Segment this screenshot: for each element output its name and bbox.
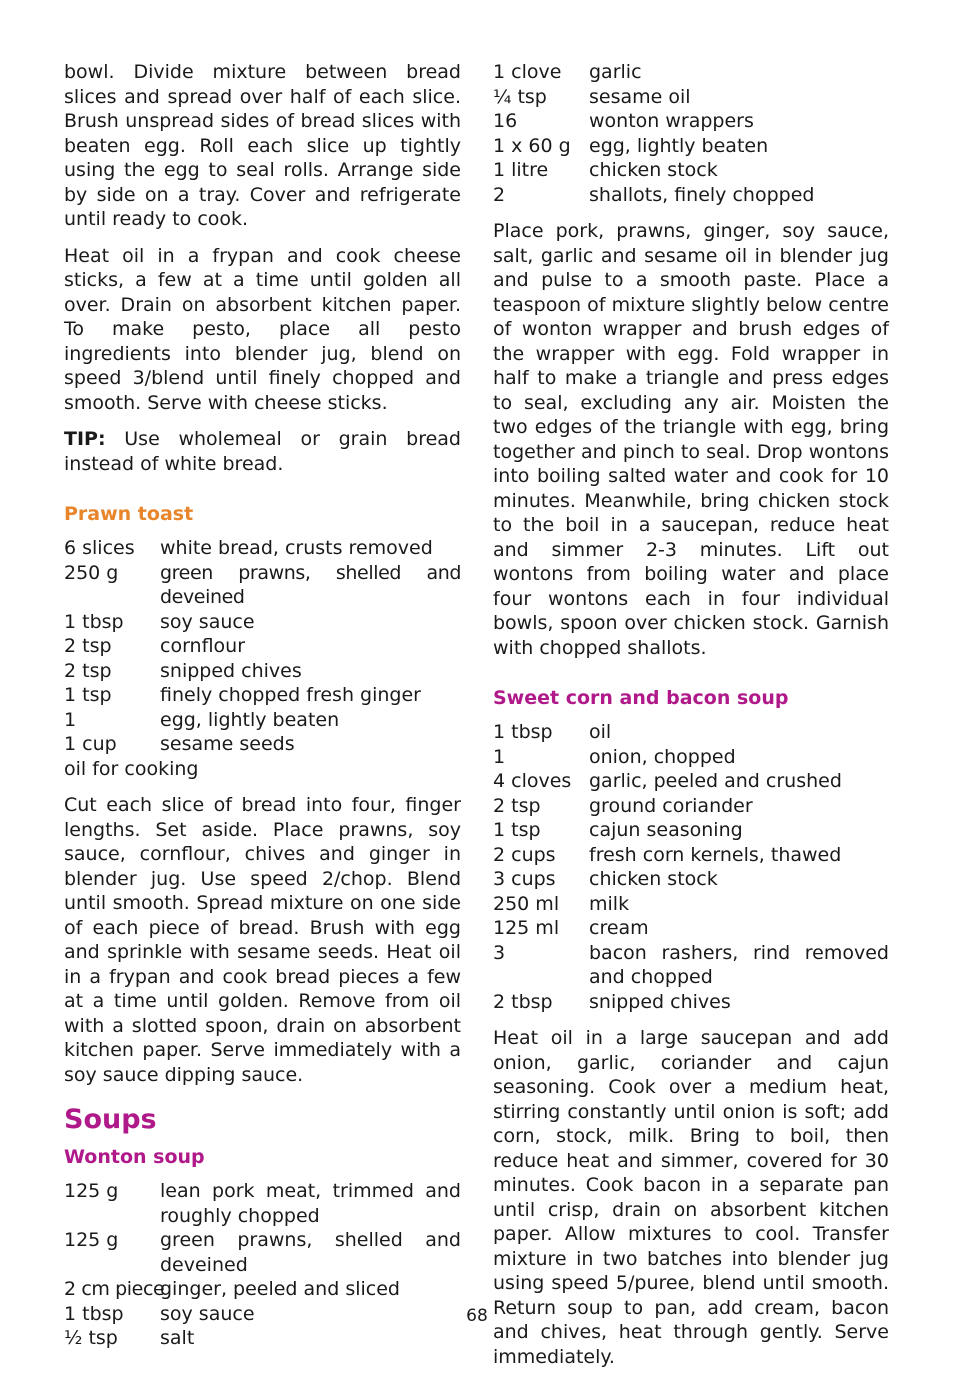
section-title-soups: Soups	[64, 1104, 157, 1135]
ingredient-qty: 1	[64, 708, 77, 731]
method-prawn-toast: Cut each slice of bread into four, finger lengths. Set aside. Place prawns, soy sauce, cornflour, chives and ginger in blender jug. Use speed 2/chop. Blend until smooth. Spread mixture on one side of each piece of bread. Brush with egg and sprinkle with sesame seeds. Heat oil in a frypan and cook bread pieces a few at a time until golden. Remove from oil with a slotted spoon, drain on absorbent kitchen paper. Serve immediately with a soy sauce dipping sauce.	[64, 794, 461, 1086]
ingredient-qty: 2 tsp	[64, 659, 112, 682]
ingredient-qty: 1 clove	[493, 61, 562, 83]
ingredient-item: wonton wrappers	[589, 110, 754, 132]
ingredient-item: soy sauce	[160, 610, 255, 633]
ingredient-qty: 1 tsp	[493, 819, 541, 841]
left-column	[64, 60, 461, 1363]
ingredient-qty: 4 cloves	[493, 770, 572, 792]
ingredient-item: ground coriander	[589, 794, 753, 817]
right-column	[493, 60, 889, 1381]
ingredient-qty: 2 tsp	[64, 635, 112, 657]
ingredient-item: oil	[589, 721, 612, 743]
ingredient-item: garlic, peeled and crushed	[589, 770, 842, 792]
ingredient-qty: ½ tsp	[64, 1327, 118, 1349]
ingredient-qty: 2 cups	[493, 843, 556, 866]
method-wonton-soup: Place pork, prawns, ginger, soy sauce, salt, garlic and sesame oil in blender jug and pulse to a smooth paste. Place a teaspoon of mixture slightly below centre of wonton wrapper and brush edges of the wrapper with egg. Fold wrapper in half to make a triangle and press edges to seal, excluding any air. Moisten the two edges of the triangle with egg, bring together and pinch to seal. Drop wontons into boiling salted water and cook for 10 minutes. Meanwhile, bring chicken stock to the boil in a saucepan, reduce heat and simmer 2-3 minutes. Lift out wontons from boiling water and place four wontons each in four individual bowls, spoon over chicken stock. Garnish with chopped shallots.	[493, 220, 889, 659]
ingredient-item: chicken stock	[589, 868, 718, 890]
ingredient-item: egg, lightly beaten	[160, 708, 340, 731]
ingredient-item: shallots, finely chopped	[589, 183, 815, 206]
ingredient-item: chicken stock	[589, 159, 718, 181]
ingredient-item: lean pork meat, trimmed and roughly chopped	[160, 1180, 461, 1227]
ingredient-item: green prawns, shelled and deveined	[160, 561, 461, 608]
ingredient-item: bacon rashers, rind removed and chopped	[589, 941, 889, 988]
ingredient-qty: 250 g	[64, 561, 119, 584]
ingredient-qty: 1 x 60 g	[493, 134, 571, 157]
ingredient-qty: 16	[493, 110, 518, 132]
ingredient-item: white bread, crusts removed	[160, 537, 433, 559]
ingredient-qty: ¼ tsp	[493, 85, 547, 108]
ingredient-list-wonton-soup-cont	[493, 60, 889, 207]
ingredient-qty: 250 ml	[493, 892, 560, 915]
page-number: 68	[466, 1306, 488, 1326]
ingredient-qty: 6 slices	[64, 537, 135, 559]
ingredient-qty: 1	[493, 745, 506, 768]
ingredient-item: garlic	[589, 61, 642, 83]
ingredient-item: green prawns, shelled and deveined	[160, 1229, 461, 1276]
ingredient-qty: 1 tbsp	[64, 1302, 124, 1325]
ingredient-qty: 1 tbsp	[493, 721, 553, 743]
ingredient-item: snipped chives	[160, 659, 302, 682]
ingredient-item: cajun seasoning	[589, 819, 743, 841]
ingredient-qty: 1 cup	[64, 733, 117, 755]
ingredient-qty: 2 cm piece	[64, 1278, 165, 1300]
ingredient-qty: 125 ml	[493, 917, 560, 939]
tip-label: TIP:	[64, 428, 106, 450]
recipe-title-prawn-toast: Prawn toast	[64, 503, 194, 525]
ingredient-qty: 125 g	[64, 1229, 119, 1251]
ingredient-list-prawn-toast	[64, 536, 461, 781]
tip-paragraph	[64, 427, 461, 476]
ingredient-qty: 125 g	[64, 1180, 119, 1202]
ingredient-qty: 1 tbsp	[64, 610, 124, 633]
ingredient-item: salt	[160, 1327, 195, 1349]
ingredient-item: sesame oil	[589, 85, 691, 108]
ingredient-qty: 1 tsp	[64, 684, 112, 706]
paragraph-bread-rolls: bowl. Divide mixture between bread slices and spread over half of each slice. Brush unspread sides of bread slices with beaten egg. Roll each slice up tightly using the egg to seal rolls. Arrange side by side on a tray. Cover and refrigerate until ready to cook.	[64, 61, 461, 230]
ingredient-qty: 2	[493, 183, 506, 206]
paragraph-cheese-sticks: Heat oil in a frypan and cook cheese sticks, a few at a time until golden all over. Drain on absorbent kitchen paper. To make pesto, place all pesto ingredients into blender jug, blend on speed 3/blend until finely chopped and smooth. Serve with cheese sticks.	[64, 244, 461, 414]
ingredient-item: snipped chives	[589, 990, 731, 1013]
ingredient-item: sesame seeds	[160, 733, 295, 755]
ingredient-item: soy sauce	[160, 1302, 255, 1325]
ingredient-qty: 2 tsp	[493, 794, 541, 817]
ingredient-item: milk	[589, 892, 630, 915]
tip-text: Use wholemeal or grain bread instead of white bread.	[64, 428, 461, 475]
ingredient-item: finely chopped fresh ginger	[160, 684, 421, 706]
ingredient-qty: 3	[493, 941, 506, 964]
ingredient-qty: 1 litre	[493, 159, 549, 181]
ingredient-item: cornflour	[160, 635, 246, 657]
ingredient-item: egg, lightly beaten	[589, 134, 769, 157]
ingredient-item: fresh corn kernels, thawed	[589, 843, 842, 866]
ingredient-item: cream	[589, 917, 649, 939]
ingredient-item: ginger, peeled and sliced	[160, 1278, 400, 1300]
ingredient-qty: 2 tbsp	[493, 990, 553, 1013]
ingredient-item: onion, chopped	[589, 745, 736, 768]
recipe-title-wonton-soup: Wonton soup	[64, 1146, 205, 1168]
ingredient-extra: oil for cooking	[64, 757, 199, 780]
ingredient-list-sweet-corn-soup	[493, 720, 889, 1014]
recipe-title-sweet-corn-bacon-soup: Sweet corn and bacon soup	[493, 687, 789, 709]
method-sweet-corn-soup: Heat oil in a large saucepan and add onion, garlic, coriander and cajun seasoning. Cook over a medium heat, stirring constantly until onion is soft; add corn, stock, milk. Bring to boil, then reduce heat and simmer, covered for 30 minutes. Cook bacon in a separate pan until crisp, drain on absorbent kitchen paper. Allow mixtures to cool. Transfer mixture in two batches into blender jug using speed 5/puree, blend until smooth. Return soup to pan, add cream, bacon and chives, heat through gently. Serve immediately.	[493, 1027, 889, 1368]
ingredient-qty: 3 cups	[493, 868, 556, 890]
